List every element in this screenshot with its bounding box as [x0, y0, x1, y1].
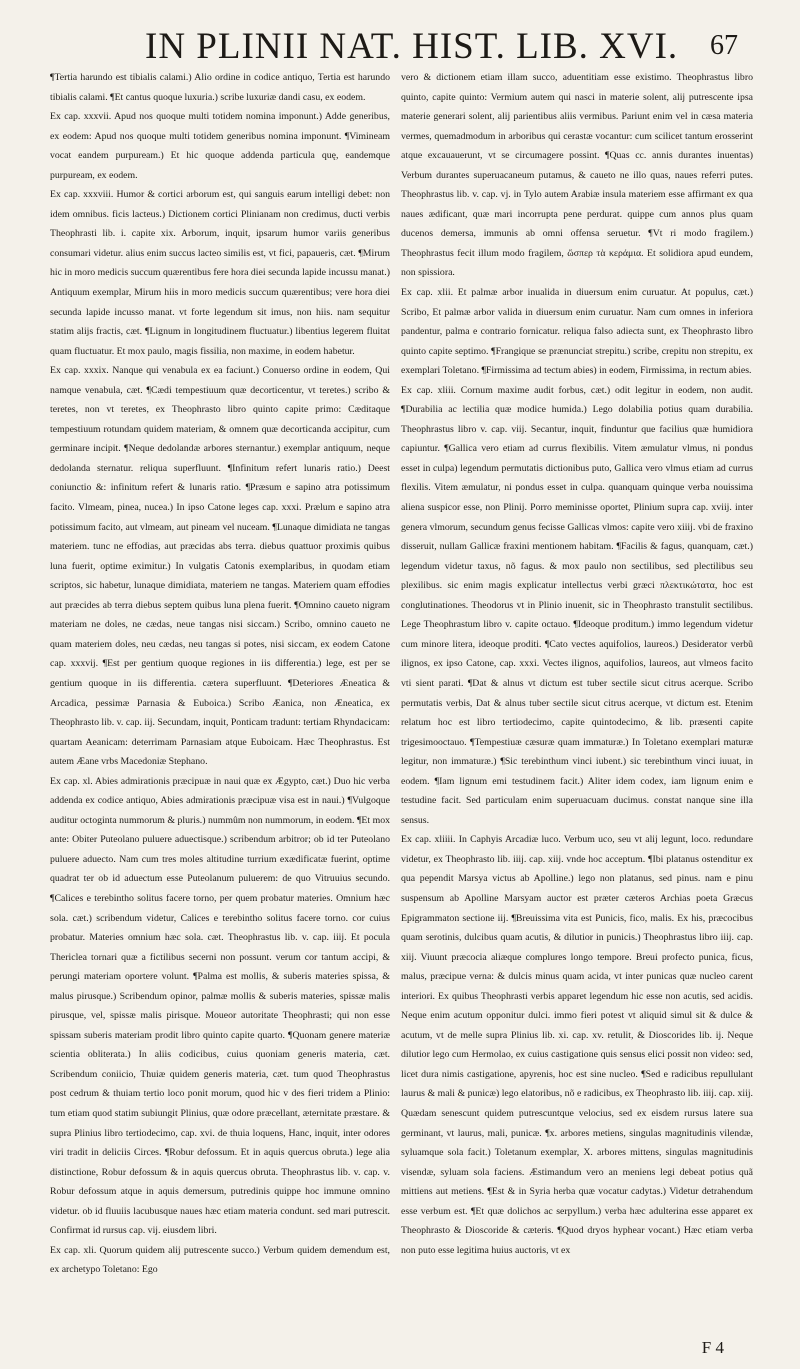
- paragraph: Ex cap. xli. Quorum quidem alij putrescente succo.) Verbum quidem demendum est, ex archetypo Toletano: Ego: [50, 1244, 390, 1276]
- paragraph: Ex cap. xxxvii. Apud nos quoque multi totidem nomina imponunt.) Adde generibus, ex eodem: Apud nos quoque multi totidem generibus nomina imponunt. ¶Vimineam vocat eandem purpuream.) Et hic quoque addenda particula quę, eandemque purpuream, ex eodem.: [50, 111, 390, 181]
- page-title: IN PLINII NAT. HIST. LIB. XVI.: [145, 26, 679, 67]
- right-column: [401, 68, 753, 1330]
- page-number: 67: [710, 30, 738, 61]
- paragraph: Ex cap. xliii. Cornum maxime audit forbus, cæt.) odit legitur in eodem, non audit. ¶Durabilia ac lectilia quæ modice humida.) Lego dolabilia potius quam durabilia. Theophrastus libro v. cap. viij. Secantur, inquit, finduntur que facilius quæ humidiora capiuntur. ¶Gallica vero etiam ad currus flexibilis. Vitem æmulatur vlmus, ni pondus esset in culpa) legendum permutatis dictionibus puto, Gallica vero vlmus etiam ad currus flexilis. Vitem æmulatur, ni pondus esset in culpa. quanquam quinque verba nouissima aliena suspicor esse, non Plinij. Porro meminisse oportet, Plinium supra cap. xviij. inter genera vlmorum, secundum genus fecisse Gallicas vlmos: capite vero xiiij. vbi de fraxino disseruit, nullam Gallicæ fraxini mentionem habitam. ¶Facilis & fagus, quanquam, cæt.) legendum videtur taxus, nõ fagus. & mox paulo non sectilibus, sed plectilibus seu plexilibus. sic enim magis explicatur intellectus verbi græci πλεκτικώτατα, hoc est conglutinationes. Theodorus vt in Plinio inuenit, sic in Theophrasto transtulit sectilibus. Lege Theophrastum libro v. capite octauo. ¶Ideoque proditum.) immo legendum videtur cum minore litera, ideoque proditi. ¶Cato vectes aquifolios, laureos.) Desiderator verbũ ilignos, ex ipso Catone, cap. xxxi. Vectes ilignos, aquifolios, laureos, aut vlmeos facito vti sient parati. ¶Dat & alnus vt dictum est tuber sectile sicut citrus acerque. Scribo permutatis verbis, Dat & alnus tuber sectile sicut citrus acerque, vt dictum est. Etenim relatum hoc est libro tertiodecimo, capite quintodecimo, & lib. præsenti capite trigesimooctauo. ¶Tempestiuæ cæsuræ quam immaturæ.) In Toletano exemplari maturæ legitur, non immaturæ.) ¶Sic terebinthum vinci iubent.) sic terebinthum vinci iuuat, in eodem. ¶Iam lignum emi testudinem facit.) Aliter idem codex, iam lignum enim e testudine facit. Sed particulam enim superuacuam ducimus. constat nanque sine illa sensus.: [401, 384, 753, 826]
- paragraph: ¶Tertia harundo est tibialis calami.) Alio ordine in codice antiquo, Tertia est harundo tibialis calami. ¶Et cantus quoque luxuria.) scribe luxuriæ dandi casu, ex eodem.: [50, 72, 390, 103]
- signature-mark: F 4: [701, 1338, 724, 1357]
- paragraph: vero & dictionem etiam illam succo, aduentitiam esse existimo. Theophrastus libro quinto, capite quinto: Vermium autem qui nasci in materie solent, alij putrescente ipsa materie generari solent, alij parientibus aliis vermibus. Pariunt enim vel in cæsa materia vermes, quemadmodum in arboribus qui cerastæ vocantur: cum scilicet tantum erosserint atque excauauerunt, vt se circumagere possint. ¶Quas cc. annis durantes inuentas) Verbum durantes superuacaneum putamus, & caueto ne illo quas, naues referri putes. Theophrastus lib. v. cap. vj. in Tylo autem Arabiæ insula materiem esse affirmant ex qua naues ædificant, quæ mari incorrupta pene perdurat. quippe cum annos plus quam ducenos demersa, immunis ab omni offensa seruetur. ¶Vt ri modo fragilem.) Theophrastus fecit illum modo fragilem, ὥσπερ τὰ κεράμια. Et solidiora apud eundem, non spissiora.: [401, 72, 753, 279]
- paragraph: Ex cap. xxxviii. Humor & cortici arborum est, qui sanguis earum intelligi debet: non idem omnibus. ficis lacteus.) Dictionem cortici Plinianam non credimus, ducti verbis Theophrasti lib. i. capite xix. Arborum, inquit, ipsarum humor variis generibus consumari videtur. alius enim succus lacteo similis est, vt fici, papaueris, cæt. ¶Mirum hic in moro medicis succum quærentibus fere hora diei secunda lapide incussu manat.) Antiquum exemplar, Mirum hiis in moro medicis succum quærentibus; vere hora diei secunda lapide incusso manat. vt forte legendum sit imus, non hiis. nam sequitur statim alijs fractis, cæt. ¶Lignum in longitudinem fluctuatur.) libentius legerem fluitat quam fluctuatur. Et mox paulo, magis fissilia, non maxime, in eodem habetur.: [50, 189, 390, 357]
- left-column: [50, 68, 390, 1330]
- running-head: [0, 22, 800, 72]
- paragraph: Ex cap. xliiii. In Caphyis Arcadiæ luco. Verbum uco, seu vt alij legunt, loco. redundare videtur, ex Theophrasto lib. iiij. cap. xiij. vnde hoc acceptum. ¶Ibi platanus ostenditur ex qua pependit Marsya victus ab Apolline.) lego non platanus, sed pinus. nam e pinu suspensum ab Apolline Marsyam auctor est præter cæteros Archias poeta Græcus Epigrammaton sectione iij. ¶Breuissima vita est Punicis, fico, malis. Ex his, præcocibus quam serotinis, dulcibus quam acutis, & dilutior in punicis.) Theophrastus libro iiij. cap. xiij. Viuunt præcocia aliæque complures longo tempore. Breui profecto punica, ficus, malus, præcipue verna: & dulcis minus quam acida, vt inter punicas quæ nucleo carent interiori. Ex quibus Theophrasti verbis apparet legendum hic esse non acutis, sed acidis. Neque enim acutum opponitur dulci. immo fieri potest vt aliquid simul sit & dulce & acutum, vt de melle supra Plinius lib. xi. cap. xv. retulit, & Dioscorides lib. ij. Neque dilutior lego cum Hermolao, ex cuius castigatione quis sensus elici possit non video: sed, licet dura nimis castigatione, apyrenis, hoc est sine nucleo. ¶Sed e radicibus repullulant laurus & mali & punicæ) lego elatoribus, nõ e radicibus, ex Theophrasto lib. iiij. cap. xiij. Quædam senescunt quidem putrescuntque velocius, sed ex eisdem rursus latere sua germinant, vt laurus, mali, punicæ. ¶x. arbores metiens, singulas magnitudinis vilendæ, syluamque sola facit.) Toletanum exemplar, X. arbores mittens, singulas magnitudinis visendæ, syluam sola faciens. Æstimandum vero an meniens legi debeat potius quã mittiens aut metiens. ¶Est & in Syria herba quæ vocatur cadytas.) Videtur detrahendum esse verbum est. ¶Et quæ dolichos ac serpyllum.) verba hæc adulterina esse apparet ex Theophrasto & Dioscoride & cæteris. ¶Quod dryos hyphear vocant.) Hæc etiam verba non puto esse legitima huius auctoris, vt ex: [401, 834, 753, 1256]
- paragraph: Ex cap. xl. Abies admirationis præcipuæ in naui quæ ex Ægypto, cæt.) Duo hic verba addenda ex codice antiquo, Abies admirationis præcipuæ visa est in naui.) ¶Vulgoque auditur octoginta nummorum & pluris.) nummûm non nummorum, in eodem. ¶Et mox ante: Obiter Puteolano puluere aduectisque.) scribendum arbitror; ob id ter Puteolano puluere aduecto. Nam cum tres moles altitudine turrium exædificatæ fuerint, optime quadrat ter ob id aduectum esse Puteolanum puluerem: de quo Vitruuius secundo. ¶Calices e terebintho solitus facere torno, per quem probatur materies. Omnium hæc sola. cæt.) scribendum videtur, Calices e terebintho solitus facere torno. cor cuius probatur. Materies omnium hæc sola. cæt. Theophrastus lib. v. cap. iiij. Et pocula Thericlea tornari quæ a fictilibus secerni non possunt. verum cor tantum accipi, & perungi materiam oportere volunt. ¶Palma est mollis, & suberis materies spissa, & malus pirusque.) Scribendum opinor, palmæ mollis & suberis materies, spissæ malis pirusque, vel, spissæ malis pirisque. Moueor autoritate Theophrasti; qui non esse spissam suberis materiam prodit libro quinto capite quarto. ¶Quonam genere materiæ scientia obliterata.) In aliis codicibus, cuius quoniam generis materia, cæt. Scribendum coniicio, Thuiæ quidem generis materia, cæt. tum quod Theophrastus post cedrum & thuiam tertio loco ponit morum, quod hic v des fieri tridem a Plinio: tum etiam quod statim subiungit Plinius, quæ odore præcellant, æternitate præstare. & supra Plinius libro tertiodecimo, cap. xvi. de thuia loquens, Hanc, inquit, inter odores viri tradit in deliciis Circes. ¶Robur defossum. Et in aquis quercus obruta.) lege alia distinctione, Robur defossum & in aquis quercus obruta. Theophrastus lib. v. cap. v. Robur defossum atque in aquis demersum, putredinis quippe hoc immune omnino videtur. ob id fluuiis lacubusque naues hæc etiam materia condunt. sed mari putrescit. Confirmat id rursus cap. vij. eiusdem libri.: [50, 775, 390, 1237]
- paragraph: Ex cap. xlii. Et palmæ arbor inualida in diuersum enim curuatur. At populus, cæt.) Scribo, Et palmæ arbor valida in diuersum enim curuatur. Nam cum omnes in inferiora pandentur, palma e contrario fornicatur. reliqua falso adiecta sunt, ex Theophrasto libro quinto capite septimo. ¶Frangique se prænunciat strepitu.) scribe, crepitu non strepitu, ex exemplari Toletano. ¶Firmissima ad tectum abies) in eodem, Firmissima, in rectum abies.: [401, 287, 753, 377]
- paragraph: Ex cap. xxxix. Nanque qui venabula ex ea faciunt.) Conuerso ordine in eodem, Qui namque venabula, cæt. ¶Cædi tempestiuum quæ decorticentur, vt teretes.) scribo & teretes, non vt teretes, ex Theophrasto libro quinto capite primo: Cæditaque tempestiuum rotundam quidem materiam, & omnem quæ decorticanda accipitur, cum germinare incipit. ¶Neque dedolandæ arbores sternantur.) exemplar antiquum, neque dedolanda sternatur. reliqua superfluunt. ¶Infinitum refert lunaris ratio.) Deest coniunctio &: infinitum refert & lunaris ratio. ¶Præsum e sapino atra potissimum facito. Vlmeam, pinea, nucea.) In ipso Catone leges cap. xxxi. Prælum e sapino atra potissimum facito, aut vlmeam, aut pineam vel nuceam. ¶Lunaque dimidiata ne tangas materiem. tunc ne effodias, aut præcidas abs terra. diebus quattuor proximis quibus luna fuerit, optime eximitur.) In vulgatis Catonis exemplaribus, in quodam etiam scriptos, sic habetur, lunaque dimidiata, materiem ne tangas. Materiem quam effodies aut præcides ab terra diebus septem quibus luna plena fuerit. ¶Omnino caueto nigram materiam ne doles, ne cædas, neue tangas nisi siccam.) Scribo, omnino caueto ne quam materiem doles, neu cædas, neu tangas si potes, nisi siccam, ex eodem Catone cap. xxxvij. ¶Est per gentium quoque regiones in iis differentia.) lege, est per se gentium quoque in iis differentia. cætera superfluunt. ¶Deteriores Æneatica & Arcadica, pessimæ Parnasia & Euboica.) Scribo Æanica, non Æneatica, ex Theophrasto lib. v. cap. iij. Secundam, inquit, Ponticam tradunt: tertiam Rhyndacicam: quartam Aeanicam: deterrimam Parnasiam atque Euboicam. Hæc Theophrastus. Est autem Æane vrbs Macedoniæ Stephano.: [50, 365, 390, 768]
